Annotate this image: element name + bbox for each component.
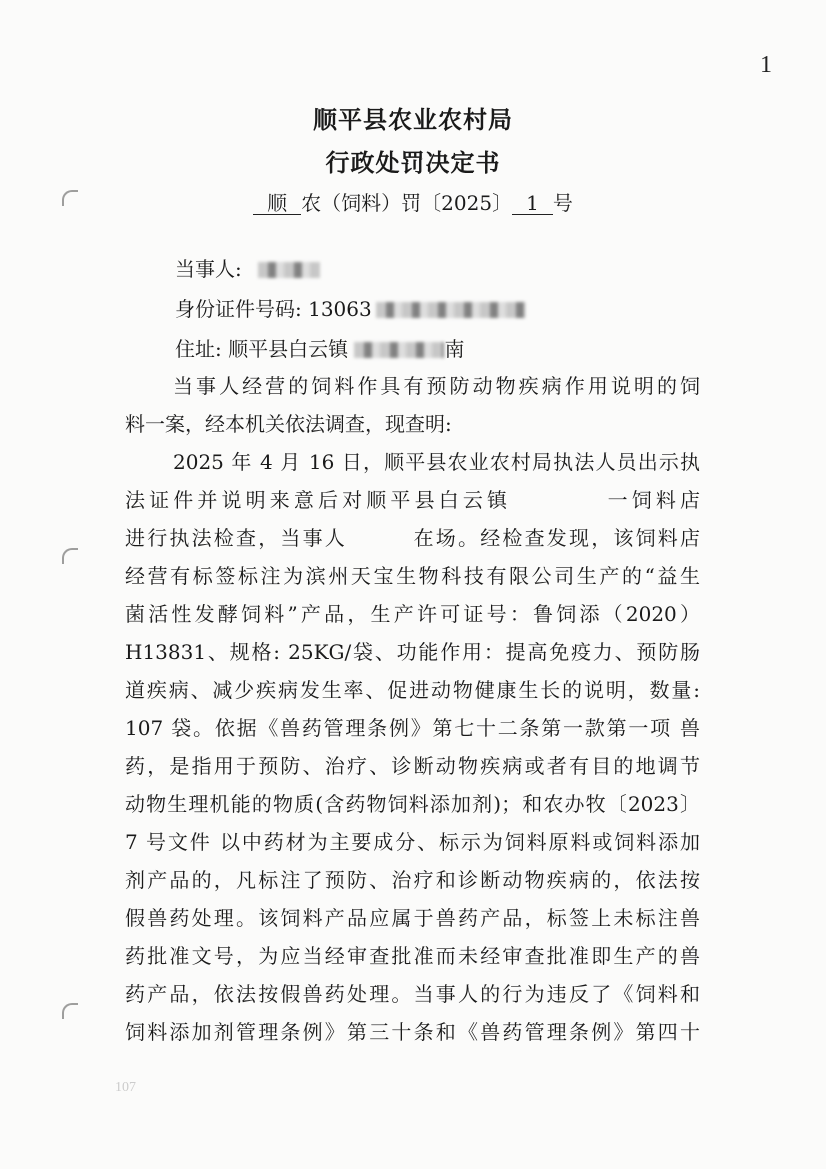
body-line: 7 号文件 以中药材为主要成分、标示为饲料原料或饲料添加: [125, 830, 700, 854]
party-address-tail: 南: [444, 337, 465, 361]
agency-title: 顺平县农业农村局: [313, 105, 513, 134]
party-address-visible: 顺平县白云镇: [228, 337, 349, 361]
body-line: 道疾病、减少疾病发生率、促进动物健康生长的说明，数量:: [125, 678, 700, 702]
doc-no-suffix: 号: [552, 191, 573, 215]
document-number: [0, 187, 826, 216]
body-line: 107 袋。依据《兽药管理条例》第七十二条第一款第一项 兽: [125, 716, 700, 740]
page-number: 1: [760, 52, 772, 78]
binding-hole-mark: [62, 190, 78, 206]
body-line: 当事人经营的饲料作具有预防动物疾病作用说明的饲: [173, 374, 700, 398]
body-line: 药产品，依法按假兽药处理。当事人的行为违反了《饲料和: [125, 982, 700, 1006]
body-line: 剂产品的，凡标注了预防、治疗和诊断动物疾病的，依法按: [125, 868, 700, 892]
party-name-row: [175, 253, 320, 282]
body-line: 饲料添加剂管理条例》第三十条和《兽药管理条例》第四十: [125, 1020, 700, 1044]
body-line: 菌活性发酵饲料”产品，生产许可证号：鲁饲添（2020）: [125, 602, 700, 626]
body-line: 经营有标签标注为滨州天宝生物科技有限公司生产的“益生: [125, 564, 700, 588]
redacted-name: [258, 262, 320, 278]
document-type-title: 行政处罚决定书: [325, 148, 501, 177]
binding-hole-mark: [62, 1003, 78, 1019]
body-line: 药，是指用于预防、治疗、诊断动物疾病或者有目的地调节: [125, 754, 700, 778]
party-id-row: [175, 293, 526, 322]
body-line: 法证件并说明来意后对顺平县白云镇 一饲料店: [125, 488, 700, 512]
doc-no-number: 1: [512, 192, 553, 215]
doc-no-middle: 农（饲料）罚〔2025〕: [301, 191, 513, 215]
bleed-through-text: 107: [115, 1080, 136, 1095]
party-id-visible: 13063: [308, 297, 372, 321]
body-line: 料一案，经本机关依法调查，现查明:: [125, 412, 452, 436]
binding-hole-mark: [62, 548, 78, 564]
body-line: 2025 年 4 月 16 日，顺平县农业农村局执法人员出示执: [173, 450, 700, 474]
body-line: 药批准文号，为应当经审查批准而未经审查批准即生产的兽: [125, 944, 700, 968]
redacted-id: [376, 302, 526, 318]
party-address-label: 住址:: [175, 337, 222, 361]
doc-no-prefix: 顺: [253, 192, 301, 215]
party-id-label: 身份证件号码:: [175, 297, 302, 321]
party-name-label: 当事人:: [175, 257, 242, 281]
redacted-address: [354, 342, 444, 358]
body-line: 动物生理机能的物质(含药物饲料添加剂)；和农办牧〔2023〕: [125, 792, 700, 816]
body-line: 假兽药处理。该饲料产品应属于兽药产品，标签上未标注兽: [125, 906, 700, 930]
body-line: 进行执法检查，当事人 在场。经检查发现，该饲料店: [125, 526, 700, 550]
party-address-row: [175, 333, 464, 362]
body-line: H13831、规格: 25KG/袋、功能作用：提高免疫力、预防肠: [125, 640, 700, 664]
